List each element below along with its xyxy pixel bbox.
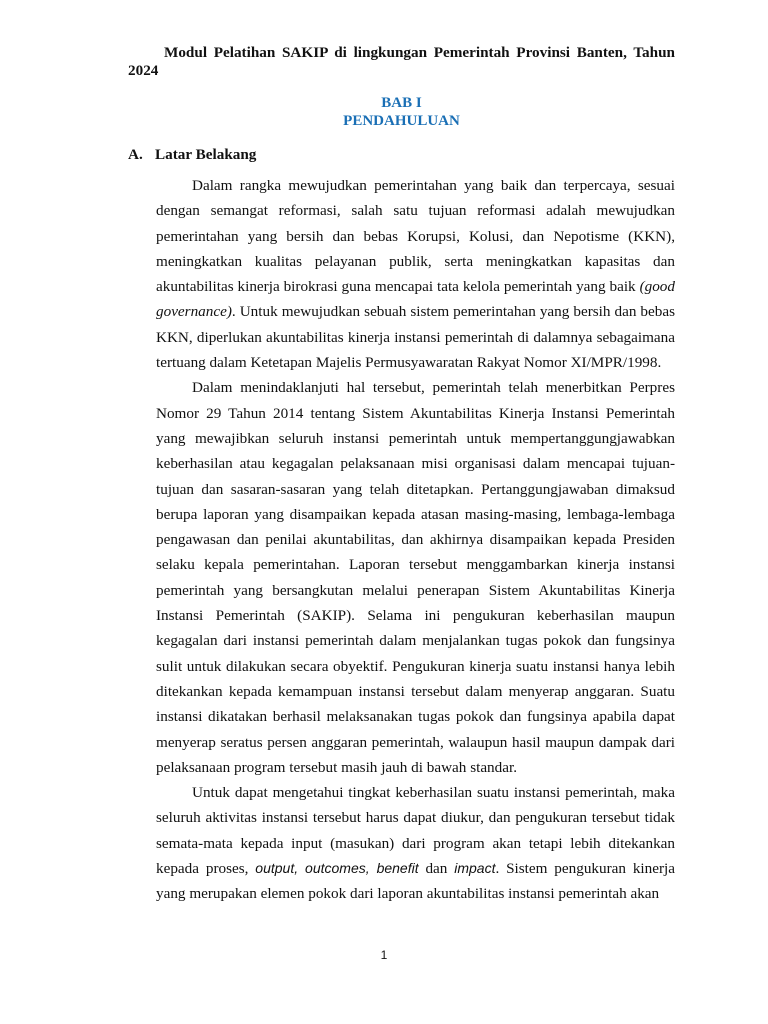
body-text — [156, 173, 675, 907]
paragraph-2: Dalam menindaklanjuti hal tersebut, pemerintah telah menerbitkan Perpres Nomor 29 Tahun 2014 tentang Sistem Akuntabilitas Kinerja Instansi Pemerintah yang mewajibkan seluruh instansi pemerintah untuk mempertanggungjawabkan keberhasilan atau kegagalan pelaksanaan misi organisasi dalam mencapai tujuan-tujuan dan sasaran-sasaran yang telah ditetapkan. Pertanggungjawaban dimaksud berupa laporan yang disampaikan kepada atasan masing-masing, lembaga-lembaga pengawasan dan penilai akuntabilitas, dan akhirnya disampaikan kepada Presiden selaku kepala pemerintahan. Laporan tersebut menggambarkan kinerja instansi pemerintah yang bersangkutan melalui penerapan Sistem Akuntabilitas Kinerja Instansi Pemerintah (SAKIP). Selama ini pengukuran keberhasilan maupun kegagalan dari instansi pemerintah dalam menjalankan tugas pokok dan fungsinya sulit untuk dilakukan secara obyektif. Pengukuran kinerja suatu instansi hanya lebih ditekankan kepada kemampuan instansi tersebut dalam menyerap anggaran. Suatu instansi dikatakan berhasil melaksanakan tugas pokok dan fungsinya apabila dapat menyerap seratus persen anggaran pemerintah, walaupun hasil maupun dampak dari pelaksanaan program tersebut masih jauh di bawah standar. — [156, 379, 675, 776]
paragraph-1 — [156, 173, 675, 375]
section-title: Latar Belakang — [155, 146, 257, 163]
chapter-number: BAB I — [381, 95, 422, 111]
paragraph-3-text-mid: dan — [418, 860, 455, 878]
chapter-heading — [128, 94, 675, 130]
paragraph-3 — [156, 780, 675, 906]
paragraph-1-text-b: . Untuk mewujudkan sebuah sistem pemerintahan yang bersih dan bebas KKN, diperlukan akuntabilitas kinerja instansi pemerintah di dalamnya sebagaimana tertuang dalam Ketetapan Majelis Permusyawaratan Rakyat Nomor XI/MPR/1998. — [156, 303, 675, 372]
paragraph-3-italic-2: impact — [454, 860, 496, 877]
paragraph-3-italic-1: output, outcomes, benefit — [255, 860, 419, 877]
page-number: 1 — [380, 948, 388, 962]
section-heading — [128, 146, 256, 164]
chapter-title: PENDAHULUAN — [343, 113, 460, 129]
paragraph-1-text-a: Dalam rangka mewujudkan pemerintahan yang baik dan terpercaya, sesuai dengan semangat reformasi, salah satu tujuan reformasi adalah mewujudkan pemerintahan yang bersih dan bebas Korupsi, Kolusi, dan Nepotisme (KKN), meningkatkan kualitas pelayanan publik, serta meningkatkan kapasitas dan akuntabilitas kinerja birokrasi guna mencapai tata kelola pemerintah yang baik — [156, 177, 675, 296]
paragraph-3-text-b: . Sistem pengukuran kinerja yang merupakan elemen pokok dari laporan akuntabilitas instansi pemerintah akan — [156, 860, 676, 903]
running-header: Modul Pelatihan SAKIP di lingkungan Pemerintah Provinsi Banten, Tahun 2024 — [128, 44, 675, 79]
section-letter: A. — [128, 146, 143, 163]
paragraph-1-italic: (good governance) — [156, 278, 675, 321]
paragraph-3-text-a: Untuk dapat mengetahui tingkat keberhasilan suatu instansi pemerintah, maka seluruh aktivitas instansi tersebut harus dapat diukur, dan pengukuran tersebut tidak semata-mata kepada input (masukan) dari program akan tetapi lebih ditekankan kepada proses, — [156, 784, 675, 878]
